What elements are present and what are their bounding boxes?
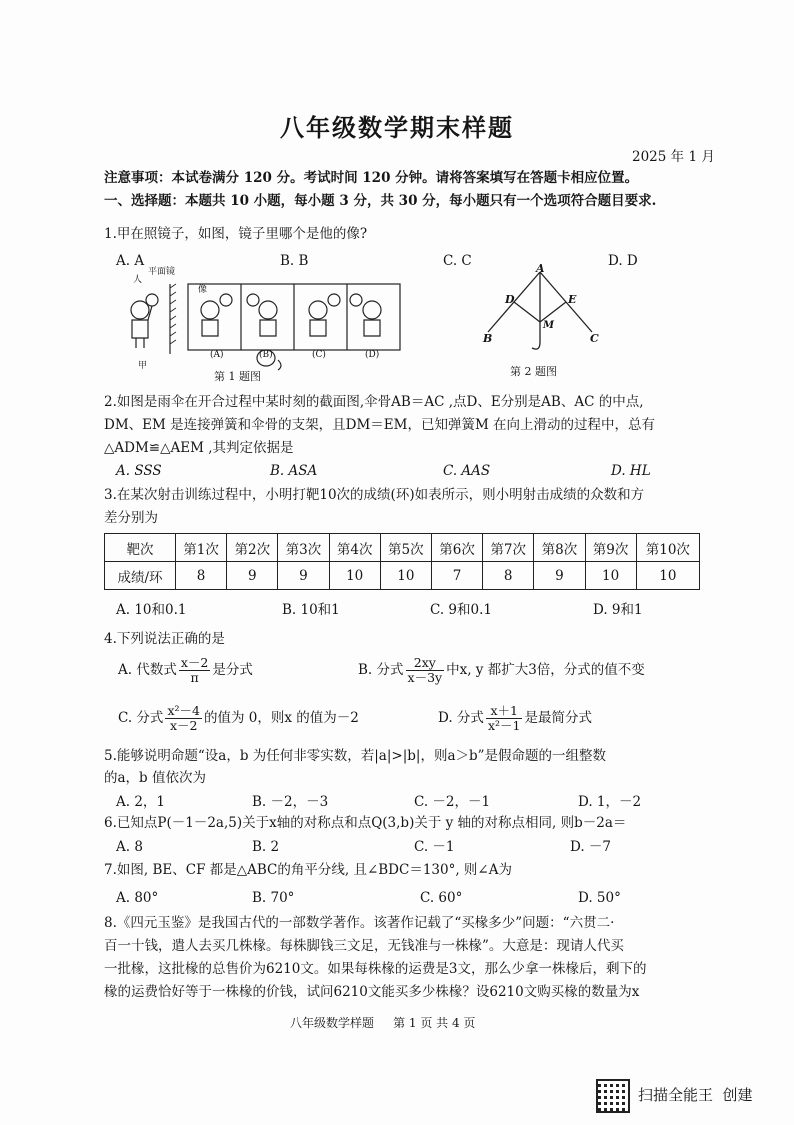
q2-option-a: A. SSS xyxy=(116,463,162,479)
q4-stem: 4.下列说法正确的是 xyxy=(104,631,225,647)
q7-line1: 7.如图, BE、CF 都是△ABC的角平分线, 且∠BDC＝130°, 则∠A为 xyxy=(104,862,512,878)
q7-option-d: D. 50° xyxy=(578,890,621,906)
table-cell: 10 xyxy=(585,562,636,590)
q5-option-d: D. 1，－2 xyxy=(578,794,642,810)
q6-option-b: B. 2 xyxy=(252,839,280,855)
q4-d-suffix: 是最简分式 xyxy=(524,710,592,726)
q4-option-d xyxy=(438,704,592,733)
table-header-cell: 第3次 xyxy=(278,534,329,562)
q4-a-denominator: π xyxy=(190,670,199,685)
section-heading: 一、选择题：本题共 10 小题，每小题 3 分，共 30 分，每小题只有一个选项符合题目要求. xyxy=(104,193,657,209)
q1-option-c: C. C xyxy=(443,253,472,269)
table-header-cell: 第4次 xyxy=(329,534,380,562)
table-cell: 10 xyxy=(329,562,380,590)
fig2-point-d: D xyxy=(505,293,515,306)
q6-option-c: C. －1 xyxy=(414,839,455,855)
q8-line2: 百一十钱，遣人去买几株椽。每株脚钱三文足，无钱准与一株椽”。大意是：现请人代买 xyxy=(104,938,624,954)
table-header-cell: 第6次 xyxy=(431,534,482,562)
table-cell: 10 xyxy=(380,562,431,590)
table-cell: 7 xyxy=(431,562,482,590)
table-cell: 9 xyxy=(227,562,278,590)
fig2-point-e: E xyxy=(568,293,577,306)
q6-line1: 6.已知点P(－1－2a,5)关于x轴的对称点和点Q(3,b)关于 y 轴的对称点相同, 则b－2a＝ xyxy=(104,815,627,831)
fig2-caption: 第 2 题图 xyxy=(510,365,557,378)
table-header-cell: 第5次 xyxy=(380,534,431,562)
figure-2-umbrella xyxy=(478,262,608,362)
q5-option-c: C. －2，－1 xyxy=(414,794,491,810)
fig1-panel-a: (A) xyxy=(210,350,224,360)
q4-d-fraction xyxy=(486,704,523,733)
q1-option-a: A. A xyxy=(116,253,145,269)
fig1-person-name: 甲 xyxy=(138,361,148,371)
table-cell: 9 xyxy=(534,562,585,590)
q4-b-denominator: x－3y xyxy=(407,670,443,685)
q2-option-b: B. ASA xyxy=(270,463,318,479)
q4-b-numerator: 2xy xyxy=(406,656,445,671)
table-cell: 10 xyxy=(636,562,699,590)
q2-option-c: C. AAS xyxy=(443,463,491,479)
score-table xyxy=(104,533,700,590)
scanner-watermark: 扫描全能王 创建 xyxy=(638,1086,753,1104)
q7-option-c: C. 60° xyxy=(420,890,463,906)
table-header-cell: 第7次 xyxy=(483,534,534,562)
fig1-panel-b: (B) xyxy=(259,350,273,360)
q4-b-prefix: B. 分式 xyxy=(358,662,404,678)
q4-option-c xyxy=(118,704,359,733)
q6-option-a: A. 8 xyxy=(116,839,143,855)
q3-option-d: D. 9和1 xyxy=(593,602,643,618)
table-cell: 9 xyxy=(278,562,329,590)
q7-option-b: B. 70° xyxy=(252,890,295,906)
q8-line4: 椽的运费恰好等于一株椽的价钱，试问6210文能买多少株椽？设6210文购买椽的数量为x xyxy=(104,984,640,1000)
exam-date: 2025 年 1 月 xyxy=(632,149,715,165)
q3-line1: 3.在某次射击训练过程中，小明打靶10次的成绩(环)如表所示，则小明射击成绩的众数和方 xyxy=(104,487,645,503)
q5-line2: 的a，b 值依次为 xyxy=(104,770,206,786)
q4-option-a xyxy=(118,656,253,685)
q8-line1: 8.《四元玉鉴》是我国古代的一部数学著作。该著作记载了“买椽多少”问题：“六贯二· xyxy=(104,915,615,931)
q4-b-suffix: 中x, y 都扩大3倍，分式的值不变 xyxy=(446,662,645,678)
q3-option-c: C. 9和0.1 xyxy=(430,602,492,618)
q3-option-a: A. 10和0.1 xyxy=(116,602,187,618)
q6-option-d: D. －7 xyxy=(570,839,612,855)
fig2-point-c: C xyxy=(590,332,599,345)
q4-option-b xyxy=(358,656,645,685)
q1-option-d: D. D xyxy=(608,253,638,269)
q4-c-denominator: x－2 xyxy=(169,718,198,733)
q3-line2: 差分别为 xyxy=(104,510,158,526)
q1-stem: 1.甲在照镜子，如图，镜子里哪个是他的像? xyxy=(104,226,368,242)
qr-code-icon xyxy=(596,1079,630,1113)
table-header-cell: 第8次 xyxy=(534,534,585,562)
q4-b-fraction xyxy=(406,656,445,685)
q4-c-fraction xyxy=(165,704,202,733)
q7-option-a: A. 80° xyxy=(116,890,159,906)
fig1-panel-d: (D) xyxy=(365,350,380,360)
q4-a-prefix: A. 代数式 xyxy=(118,662,177,678)
q4-d-denominator: x²－1 xyxy=(487,718,521,733)
table-cell: 8 xyxy=(483,562,534,590)
table-header-cell: 第9次 xyxy=(585,534,636,562)
q5-line1: 5.能够说明命题“设a，b 为任何非零实数，若|a|>|b|，则a＞b”是假命题的一组整数 xyxy=(104,748,607,764)
q3-option-b: B. 10和1 xyxy=(282,602,340,618)
q2-option-d: D. HL xyxy=(611,463,651,479)
q4-c-numerator: x²－4 xyxy=(167,703,200,718)
page-footer: 八年级数学样题 第 1 页 共 4 页 xyxy=(290,1016,476,1030)
fig1-image-label: 像 xyxy=(198,285,208,295)
table-header-cell: 第1次 xyxy=(176,534,227,562)
q5-option-a: A. 2，1 xyxy=(116,794,166,810)
q2-line3: △ADM≌△AEM ,其判定依据是 xyxy=(104,440,294,456)
table-header-cell: 第10次 xyxy=(636,534,699,562)
q4-a-numerator: x－2 xyxy=(180,655,209,670)
fig1-caption: 第 1 题图 xyxy=(214,370,261,383)
fig2-point-a: A xyxy=(536,262,545,275)
q4-a-suffix: 是分式 xyxy=(212,662,253,678)
table-header-cell: 第2次 xyxy=(227,534,278,562)
q4-c-prefix: C. 分式 xyxy=(118,710,164,726)
table-row xyxy=(105,562,700,590)
q5-option-b: B. －2，－3 xyxy=(252,794,329,810)
fig1-mirror-label: 平面镜 xyxy=(148,267,176,277)
fig1-panel-c: (C) xyxy=(312,350,326,360)
q4-c-suffix: 的值为 0，则x 的值为－2 xyxy=(203,710,359,726)
q2-line1: 2.如图是雨伞在开合过程中某时刻的截面图,伞骨AB＝AC ,点D、E分别是AB、AC 的中点, xyxy=(104,394,644,410)
notice: 注意事项：本试卷满分 120 分。考试时间 120 分钟。请将答案填写在答题卡相应位置。 xyxy=(104,170,639,186)
table-cell: 8 xyxy=(176,562,227,590)
table-header-row xyxy=(105,534,700,562)
q1-option-b: B. B xyxy=(280,253,309,269)
q4-d-numerator: x＋1 xyxy=(486,704,523,719)
fig2-point-b: B xyxy=(483,332,493,345)
fig2-point-m: M xyxy=(543,320,555,331)
table-cell: 成绩/环 xyxy=(105,562,176,590)
page-title: 八年级数学期末样题 xyxy=(280,113,514,142)
q2-line2: DM、EM 是连接弹簧和伞骨的支架，且DM＝EM，已知弹簧M 在向上滑动的过程中，总有 xyxy=(104,417,656,433)
q4-a-fraction xyxy=(179,656,211,685)
q8-line3: 一批椽，这批椽的总售价为6210文。如果每株椽的运费是3文，那么少拿一株椽后，剩下的 xyxy=(104,961,647,977)
fig1-person-label: 人 xyxy=(133,275,143,285)
table-header-cell: 靶次 xyxy=(105,534,176,562)
q4-d-prefix: D. 分式 xyxy=(438,710,484,726)
